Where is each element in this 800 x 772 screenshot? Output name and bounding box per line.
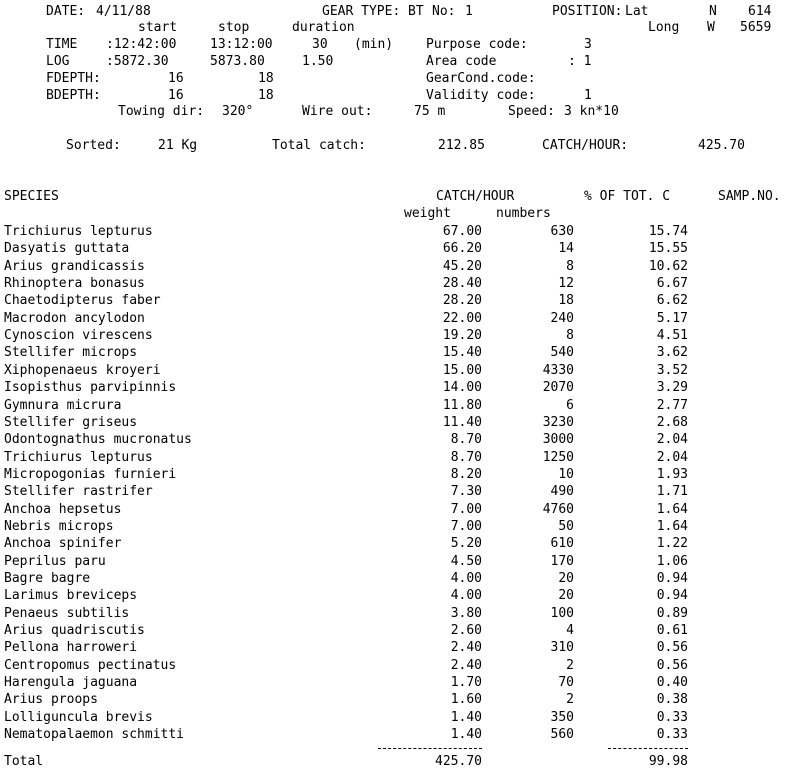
catch-weight: 7.00 — [450, 502, 482, 517]
species-name: Dasyatis guttata — [4, 241, 130, 256]
catch-per-hour-value: 425.70 — [698, 138, 745, 153]
catch-weight: 66.20 — [442, 241, 482, 256]
catch-weight: 2.40 — [450, 658, 482, 673]
species-name: Harengula jaguana — [4, 675, 138, 690]
percent-of-total: 0.40 — [656, 675, 688, 690]
percent-of-total: 1.71 — [656, 484, 688, 499]
haul-no-value: 1 — [465, 4, 473, 19]
percent-of-total: 1.06 — [656, 554, 688, 569]
catch-weight: 11.40 — [442, 415, 482, 430]
lat-value: 614 — [748, 4, 772, 19]
catch-numbers: 4 — [566, 623, 574, 638]
catch-weight: 45.20 — [442, 259, 482, 274]
species-name: Penaeus subtilis — [4, 606, 130, 621]
weight-column-header: weight — [404, 206, 451, 221]
species-name: Arius grandicassis — [4, 259, 145, 274]
log-label: LOG — [46, 54, 70, 69]
species-name: Xiphopenaeus kroyeri — [4, 363, 161, 378]
percent-of-total: 1.64 — [656, 519, 688, 534]
species-name: Micropogonias furnieri — [4, 467, 177, 482]
time-start: :12:42:00 — [106, 37, 177, 52]
percent-of-total: 15.55 — [648, 241, 688, 256]
catch-weight: 28.40 — [442, 276, 482, 291]
percent-of-total: 10.62 — [648, 259, 688, 274]
speed-label: Speed: — [508, 104, 555, 119]
date-label: DATE: — [46, 4, 86, 19]
start-label: start — [138, 20, 178, 35]
percent-of-total: 2.04 — [656, 432, 688, 447]
catch-weight: 22.00 — [442, 311, 482, 326]
species-name: Stellifer rastrifer — [4, 484, 153, 499]
species-name: Larimus breviceps — [4, 588, 138, 603]
validity-code-value: 1 — [584, 88, 592, 103]
lat-label: Lat — [625, 4, 649, 19]
percent-of-total: 2.68 — [656, 415, 688, 430]
catch-numbers: 2 — [566, 658, 574, 673]
catch-numbers: 4330 — [542, 363, 574, 378]
catch-numbers: 4760 — [542, 502, 574, 517]
catch-weight: 4.50 — [450, 554, 482, 569]
species-name: Odontognathus mucronatus — [4, 432, 192, 447]
gear-type-label: GEAR TYPE: — [322, 4, 401, 19]
catch-numbers: 100 — [550, 606, 574, 621]
catch-weight: 2.60 — [450, 623, 482, 638]
total-catch-value: 212.85 — [438, 138, 485, 153]
long-dir: W — [707, 20, 715, 35]
long-value: 5659 — [740, 20, 772, 35]
gear-type-value: BT — [408, 4, 424, 19]
catch-numbers: 2 — [566, 692, 574, 707]
catch-numbers: 1250 — [542, 450, 574, 465]
catch-weight: 4.00 — [450, 588, 482, 603]
stop-label: stop — [218, 20, 250, 35]
catch-weight: 3.80 — [450, 606, 482, 621]
total-catch-label: Total catch: — [272, 138, 366, 153]
catch-weight: 15.00 — [442, 363, 482, 378]
wire-out-value: 75 m — [414, 104, 446, 119]
percent-of-total: 0.56 — [656, 658, 688, 673]
catch-numbers: 3230 — [542, 415, 574, 430]
catch-weight: 28.20 — [442, 293, 482, 308]
numbers-column-header: numbers — [496, 206, 551, 221]
catch-numbers: 12 — [558, 276, 574, 291]
catch-numbers: 70 — [558, 675, 574, 690]
percent-of-total: 0.56 — [656, 640, 688, 655]
catch-numbers: 610 — [550, 536, 574, 551]
percent-of-total: 3.52 — [656, 363, 688, 378]
area-code-label: Area code — [426, 54, 497, 69]
lat-dir: N — [709, 4, 717, 19]
validity-code-label: Validity code: — [426, 88, 536, 103]
species-column-header: SPECIES — [4, 189, 59, 204]
catch-weight: 4.00 — [450, 571, 482, 586]
catch-per-hour-label: CATCH/HOUR: — [542, 138, 629, 153]
percent-of-total: 2.04 — [656, 450, 688, 465]
catch-weight: 7.00 — [450, 519, 482, 534]
purpose-code-label: Purpose code: — [426, 37, 528, 52]
time-label: TIME — [46, 37, 78, 52]
towing-dir-value: 320° — [222, 104, 254, 119]
species-name: Isopisthus parvipinnis — [4, 380, 177, 395]
purpose-code-value: 3 — [584, 37, 592, 52]
catch-weight: 1.40 — [450, 710, 482, 725]
species-name: Nebris microps — [4, 519, 114, 534]
percent-of-total: 5.17 — [656, 311, 688, 326]
species-name: Rhinoptera bonasus — [4, 276, 145, 291]
duration-unit: (min) — [354, 37, 394, 52]
fdepth-label: FDEPTH: — [46, 71, 101, 86]
percent-total-column-header: % OF TOT. C — [584, 189, 671, 204]
percent-of-total: 0.33 — [656, 727, 688, 742]
wire-out-label: Wire out: — [302, 104, 373, 119]
catch-numbers: 14 — [558, 241, 574, 256]
catch-weight: 14.00 — [442, 380, 482, 395]
fdepth-stop: 18 — [258, 71, 274, 86]
area-code-value: : 1 — [568, 54, 592, 69]
duration-value: 30 — [312, 37, 328, 52]
percent-of-total: 0.94 — [656, 588, 688, 603]
catch-numbers: 310 — [550, 640, 574, 655]
catch-weight: 15.40 — [442, 345, 482, 360]
sorted-value: 21 Kg — [158, 138, 198, 153]
long-label: Long — [648, 20, 680, 35]
catch-numbers: 540 — [550, 345, 574, 360]
species-name: Peprilus paru — [4, 554, 106, 569]
catch-weight: 11.80 — [442, 398, 482, 413]
percent-of-total: 0.89 — [656, 606, 688, 621]
haul-no-label: No: — [432, 4, 456, 19]
time-stop: 13:12:00 — [210, 37, 273, 52]
weight-total-rule — [378, 748, 482, 749]
total-percent: 99.98 — [648, 754, 688, 769]
catch-weight: 7.30 — [450, 484, 482, 499]
catch-weight: 8.20 — [450, 467, 482, 482]
bdepth-stop: 18 — [258, 88, 274, 103]
catch-numbers: 8 — [566, 328, 574, 343]
log-distance: 1.50 — [302, 54, 334, 69]
fdepth-start: 16 — [168, 71, 184, 86]
species-name: Cynoscion virescens — [4, 328, 153, 343]
percent-of-total: 6.67 — [656, 276, 688, 291]
gearcond-code-label: GearCond.code: — [426, 71, 536, 86]
species-name: Macrodon ancylodon — [4, 311, 145, 326]
species-name: Trichiurus lepturus — [4, 224, 153, 239]
log-start: :5872.30 — [106, 54, 169, 69]
log-stop: 5873.80 — [210, 54, 265, 69]
duration-label: duration — [292, 20, 355, 35]
species-name: Bagre bagre — [4, 571, 91, 586]
species-name: Trichiurus lepturus — [4, 450, 153, 465]
percent-of-total: 0.94 — [656, 571, 688, 586]
species-name: Arius proops — [4, 692, 98, 707]
catch-weight: 67.00 — [442, 224, 482, 239]
species-name: Gymnura micrura — [4, 398, 122, 413]
species-name: Anchoa spinifer — [4, 536, 122, 551]
percent-of-total: 0.61 — [656, 623, 688, 638]
total-label: Total — [4, 754, 44, 769]
percent-of-total: 0.38 — [656, 692, 688, 707]
catch-numbers: 8 — [566, 259, 574, 274]
catch-weight: 1.70 — [450, 675, 482, 690]
total-weight: 425.70 — [435, 754, 482, 769]
bdepth-label: BDEPTH: — [46, 88, 101, 103]
species-name: Stellifer microps — [4, 345, 138, 360]
percent-total-rule — [608, 748, 688, 749]
catch-numbers: 6 — [566, 398, 574, 413]
species-name: Pellona harroweri — [4, 640, 138, 655]
catch-numbers: 560 — [550, 727, 574, 742]
species-name: Centropomus pectinatus — [4, 658, 177, 673]
catch-numbers: 240 — [550, 311, 574, 326]
species-name: Chaetodipterus faber — [4, 293, 161, 308]
towing-dir-label: Towing dir: — [118, 104, 205, 119]
speed-value: 3 kn*10 — [564, 104, 619, 119]
percent-of-total: 1.64 — [656, 502, 688, 517]
percent-of-total: 3.62 — [656, 345, 688, 360]
catch-weight: 1.40 — [450, 727, 482, 742]
catch-numbers: 350 — [550, 710, 574, 725]
catch-weight: 1.60 — [450, 692, 482, 707]
catch-weight: 8.70 — [450, 432, 482, 447]
catch-numbers: 10 — [558, 467, 574, 482]
catch-numbers: 490 — [550, 484, 574, 499]
sample-number-column-header: SAMP.NO. — [718, 189, 781, 204]
catch-weight: 5.20 — [450, 536, 482, 551]
catch-numbers: 630 — [550, 224, 574, 239]
percent-of-total: 4.51 — [656, 328, 688, 343]
catch-numbers: 3000 — [542, 432, 574, 447]
species-name: Anchoa hepsetus — [4, 502, 122, 517]
percent-of-total: 2.77 — [656, 398, 688, 413]
catch-weight: 2.40 — [450, 640, 482, 655]
percent-of-total: 6.62 — [656, 293, 688, 308]
catch-weight: 8.70 — [450, 450, 482, 465]
species-name: Lolliguncula brevis — [4, 710, 153, 725]
catch-numbers: 170 — [550, 554, 574, 569]
percent-of-total: 1.22 — [656, 536, 688, 551]
bdepth-start: 16 — [168, 88, 184, 103]
species-name: Stellifer griseus — [4, 415, 138, 430]
catch-weight: 19.20 — [442, 328, 482, 343]
catch-numbers: 20 — [558, 588, 574, 603]
percent-of-total: 15.74 — [648, 224, 688, 239]
catch-numbers: 50 — [558, 519, 574, 534]
percent-of-total: 1.93 — [656, 467, 688, 482]
percent-of-total: 0.33 — [656, 710, 688, 725]
species-name: Nematopalaemon schmitti — [4, 727, 185, 742]
species-name: Arius quadriscutis — [4, 623, 145, 638]
catch-numbers: 18 — [558, 293, 574, 308]
sorted-label: Sorted: — [66, 138, 121, 153]
catch-numbers: 20 — [558, 571, 574, 586]
catch-per-hour-column-header: CATCH/HOUR — [436, 189, 515, 204]
position-label: POSITION: — [552, 4, 623, 19]
percent-of-total: 3.29 — [656, 380, 688, 395]
date-value: 4/11/88 — [96, 4, 151, 19]
catch-numbers: 2070 — [542, 380, 574, 395]
